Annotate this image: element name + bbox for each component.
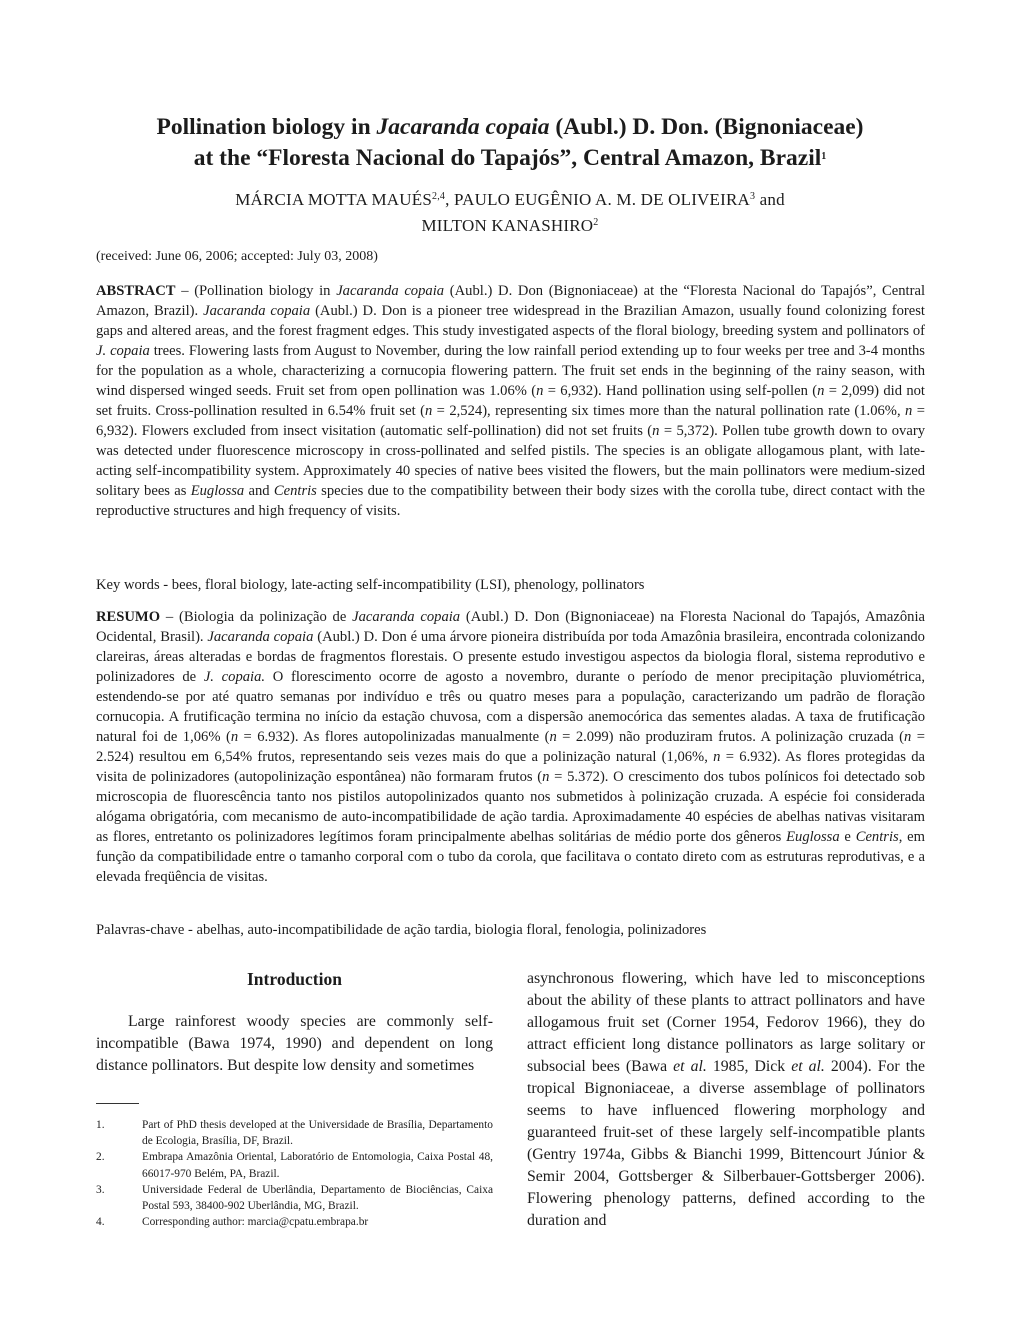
resumo-italic: n [549,729,557,745]
footnote-number: 3. [96,1183,105,1196]
footnote-text: Part of PhD thesis developed at the Universidade de Brasília, Departamento de Ecologia, Brasília, DF, Brazil. [142,1119,493,1148]
resumo-text: = 5.372). O crescimento dos tubos polínicos foi detectado sob microscopia de fluorescência tanto nos pistilos autopolinizados quanto nos submetidos à polinização cruzada. A espécie foi considerada alógama obrigatória, com mecanismo de auto-incompatibilidade de ação tardia. Aproximadamente 40 espécies de abelhas nativas visitaram as flores, entretanto os polinizadores legítimos foram principalmente abelhas solitárias de médio porte dos gêneros [96,769,925,845]
author-list [60,187,960,239]
resumo-italic: Jacaranda copaia [207,629,314,645]
abstract-text: species due to the compatibility between their body sizes with the corolla tube, direct contact with the reproductive structures and high frequency of visits. [96,483,925,519]
author-1-affil: 2,4 [432,191,446,202]
resumo-italic: Euglossa [786,829,840,845]
abstract-text: = 6,932). Flowers excluded from insect visitation (automatic self-pollination) did not set fruits ( [96,403,926,439]
resumo-italic: n [542,769,550,785]
abstract-text: = 2,099) did not set fruits. Cross-pollination resulted in 6.54% fruit set ( [96,383,925,419]
abstract-italic: n [652,423,660,439]
abstract-italic: Centris [273,483,317,499]
resumo-text: = 6.932). As flores protegidas da visita de polinizadores (autopolinização espontânea) não formaram frutos ( [96,749,926,785]
section-heading-introduction: Introduction [247,969,342,989]
abstract-text: (Aubl.) D. Don (Bignoniaceae) at the “Floresta Nacional do Tapajós”, Central Amazon, Brazil). [96,283,926,319]
author-1: MÁRCIA MOTTA MAUÉS [235,190,433,209]
abstract-italic: Jacaranda copaia [336,283,445,299]
abstract-italic: J. copaia [96,343,150,359]
footnote-number: 4. [96,1216,105,1229]
resumo-italic: n [713,749,721,765]
footnote-2 [96,1149,493,1181]
resumo-text: , em função da compatibilidade entre o tamanho corporal com o tubo da corola, que facilitava o contato direto com as estruturas reprodutivas, e a elevada freqüência de visitas. [96,829,925,885]
title-line2: at the “Floresta Nacional do Tapajós”, Central Amazon, Brazil [193,145,822,171]
intro-italic: et al. [791,1058,825,1075]
abstract-text: trees. Flowering lasts from August to November, during the low rainfall period extending up to four weeks per tree and 3-4 months for the population as a whole, characterizing a cornucopia flowering pattern. The fruit set ends in the beginning of the rainy season, with wind dispersed winged seeds. Fruit set from open pollination was 1.06% ( [96,343,925,399]
author-2: , PAULO EUGÊNIO A. M. DE OLIVEIRA [445,190,750,209]
intro-left-column: Large rainforest woody species are commonly self-incompatible (Bawa 1974, 1990) and dependent on long distance pollinators. But despite low density and sometimes [96,1013,493,1074]
resumo [96,607,925,887]
resumo-italic: n [904,729,912,745]
abstract-text: – (Pollination biology in [175,283,337,299]
resumo-italic: Jacaranda copaia [352,609,461,625]
resumo-label: RESUMO [96,609,161,625]
footnote-divider [96,1103,139,1104]
abstract-text: = 2,524), representing six times more than the natural pollination rate (1.06%, [432,403,906,419]
author-2-affil: 3 [750,191,756,202]
abstract-italic: n [536,383,544,399]
resumo-italic: n [230,729,239,745]
abstract [96,281,925,521]
intro-right-column [527,968,925,1232]
abstract-label: ABSTRACT [96,283,176,299]
title-line1-b: (Aubl.) D. Don. (Bignoniaceae) [549,114,864,140]
resumo-text: (Aubl.) D. Don é uma árvore pioneira distribuída por toda Amazônia brasileira, encontrada colonizando clareiras, áreas alteradas e bordas de fragmentos florestais. O presente estudo investigou aspectos da biologia floral, sistema reprodutivo e polinizadores de [96,629,925,685]
resumo-text: O florescimento ocorre de agosto a novembro, durante o período de menor precipitação pluviométrica, estendendo-se por até quatro semanas por indivíduo e três ou quatro meses para a população, caracterizando um padrão de floração cornucopia. A frutificação termina no início da estação chuvosa, com a dispersão anemocórica das sementes aladas. A taxa de frutificação natural foi de 1,06% ( [96,669,925,745]
footnote-text: Universidade Federal de Uberlândia, Departamento de Biociências, Caixa Postal 593, 38400-902 Uberlândia, MG, Brazil. [142,1183,493,1213]
intro-text: 1985, Dick [706,1058,792,1075]
footnote-text: Embrapa Amazônia Oriental, Laboratório de Entomologia, Caixa Postal 48, 66017-970 Belém, PA, Brazil. [142,1151,493,1180]
footnote-3 [96,1182,493,1214]
resumo-italic: J. copaia. [203,669,266,685]
intro-text: 2004). For the tropical Bignoniaceae, a diverse assemblage of pollinators seems to have influenced flowering morphology and guaranteed fruit-set of these largely self-incompatible plants (Gentry 1974a, Gibbs & Bianchi 1999, Bittencourt Júnior & Semir 2004, Gottsberger & Silberbauer-Gottsberger 2006). Flowering phenology patterns, defined according to the duration and [527,1058,925,1229]
footnote-number: 1. [96,1119,105,1131]
abstract-text: (Aubl.) D. Don is a pioneer tree widespread in the Brazilian Amazon, usually found colonizing forest gaps and altered areas, and the forest fragment edges. This study investigated aspects of the floral biology, breeding system and pollinators of [96,303,925,339]
resumo-text: – (Biologia da polinização de [160,609,353,625]
abstract-italic: n [424,403,433,419]
footnote-4 [96,1214,493,1230]
intro-italic: et al. [673,1058,707,1075]
title-footnote-mark: 1 [821,151,827,162]
resumo-text: e [839,829,856,845]
paper-title [60,112,960,174]
abstract-text: = 5,372). Pollen tube growth down to ovary was detected under fluorescence microscopy in cross-pollinated and selfed pistils. The species is an obligate allogamous plant, with late-acting self-incompatibility system. Approximately 40 species of native bees visited the flowers, but the main pollinators were medium-sized solitary bees as [96,423,925,499]
palavras-chave: Palavras-chave - abelhas, auto-incompatibilidade de ação tardia, biologia floral, fenologia, polinizadores [96,922,707,938]
footnote-1 [96,1117,493,1149]
intro-text: asynchronous flowering, which have led to misconceptions about the ability of these plants to attract pollinators and have allogamous fruit set (Corner 1954, Fedorov 1966), they do attract efficient long distance pollinators as large solitary or subsocial bees (Bawa [527,970,925,1075]
abstract-text: = 6,932). Hand pollination using self-pollen ( [543,383,818,399]
abstract-italic: n [817,383,825,399]
abstract-italic: Jacaranda copaia [203,303,311,319]
resumo-text: = 2.524) resultou em 6,54% frutos, representando seis vezes mais do que a polinização natural (1,06%, [96,729,925,765]
footnotes [96,1117,493,1230]
keywords: Key words - bees, floral biology, late-acting self-incompatibility (LSI), phenology, pollinators [96,577,645,593]
abstract-text: and [244,483,274,499]
author-3: MILTON KANASHIRO [421,216,594,235]
received-dates: (received: June 06, 2006; accepted: July 03, 2008) [96,249,378,264]
author-and: and [755,190,785,209]
footnote-number: 2. [96,1151,105,1164]
resumo-text: = 2.099) não produziram frutos. A polinização cruzada ( [556,729,905,745]
abstract-italic: Euglossa [190,483,245,499]
title-species: Jacaranda copaia [376,114,550,140]
abstract-italic: n [905,403,913,419]
author-3-affil: 2 [593,217,599,228]
footnote-text: Corresponding author: marcia@cpatu.embrapa.br [142,1216,369,1229]
resumo-text: (Aubl.) D. Don (Bignoniaceae) na Floresta Nacional do Tapajós, Amazônia Ocidental, Brasil). [96,609,925,645]
resumo-italic: Centris [855,829,899,845]
title-line1-a: Pollination biology in [156,114,377,140]
resumo-text: = 6.932). As flores autopolinizadas manualmente ( [238,729,550,745]
